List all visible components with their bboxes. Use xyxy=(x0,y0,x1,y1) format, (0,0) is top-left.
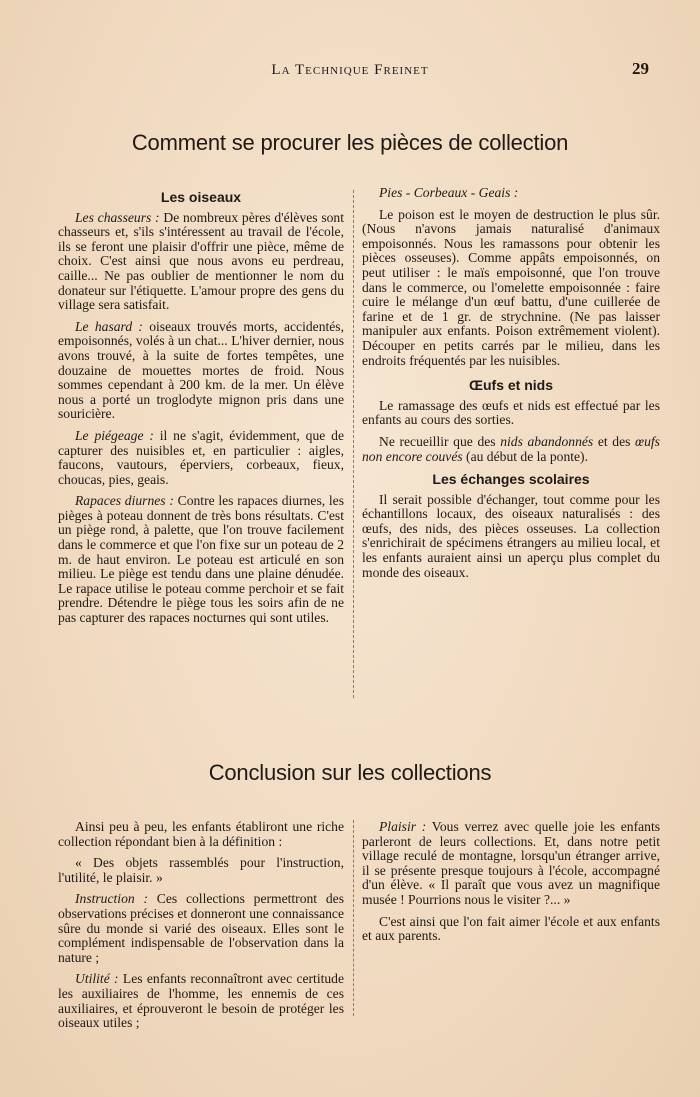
paragraph-text: Les enfants reconnaîtront avec certitude les auxiliaires de l'homme, les ennemis de ces auxiliaires, et éprouveront le besoin de protéger les oiseaux utiles ; xyxy=(58,971,344,1031)
emphasis: œufs non encore couvés xyxy=(362,433,660,464)
paragraph-ramassage: Le ramassage des œufs et nids est effectué par les enfants au cours des sorties. xyxy=(362,397,660,428)
paragraph-aimer-ecole: C'est ainsi que l'on fait aimer l'école et aux enfants et aux parents. xyxy=(362,913,660,944)
paragraph-text: De nombreux pères d'élèves sont chasseurs et, s'ils s'intéressent au travail de l'école, ils se feront une plaisir d'offrir une pièce, même de choix. C'est ainsi que nous avons eu perdreau, caille... Ne pas oublier de mentionner le nom du donateur sur l'étiquette. L'amour propre des gens du village sera satisfait. xyxy=(58,209,345,313)
paragraph-text: Contre les rapaces diurnes, les pièges à poteau donnent de très bons résultats. C'est un piège rond, à palette, que l'on trouve facilement dans le commerce et que l'on fixe sur un poteau de 2 m. de haut environ. Le poteau est articulé en son milieu. Le piège est tendu dans une plaine dénudée. Le rapace utilise le poteau comme perchoir et se fait prendre. Détendre le piège tous les soirs afin de ne pas capturer des rapaces nocturnes qui sont utiles. xyxy=(58,493,344,626)
article-title: Comment se procurer les pièces de collection xyxy=(131,130,569,155)
paragraph-lead: Utilité : xyxy=(75,971,119,987)
paragraph-chasseurs xyxy=(58,211,344,313)
paragraph-rapaces xyxy=(58,494,344,625)
paragraph-hasard xyxy=(58,320,344,422)
section-heading-echanges: Les échanges scolaires xyxy=(432,471,590,488)
article-column-left xyxy=(58,190,344,633)
paragraph-lead: Les chasseurs : xyxy=(75,209,160,225)
paragraph-plaisir xyxy=(362,820,660,908)
paragraph-text: Vous verrez avec quelle joie les enfants parleront de leurs collections. Et, dans notre petit village reculé de montagne, lorsqu'un étranger arrive, il se présente presque toujours à l'école, accompagné d'un élève. « Il paraît que vous avez un magnifique musée ! Pourrions nous le visiter ?... » xyxy=(362,819,661,907)
paragraph-lead: Instruction : xyxy=(75,891,148,907)
paragraph-utilite xyxy=(58,972,344,1030)
section-heading-oiseaux: Les oiseaux xyxy=(160,189,242,205)
paragraph-text: il ne s'agit, évidemment, que de capturer des nuisibles et, en particulier : aigles, faucons, vautours, éperviers, corbeaux, fieux, choucas, pies, geais. xyxy=(58,427,344,487)
paragraph-text: Ne recueillir que des xyxy=(379,433,501,449)
paragraph-text: et des xyxy=(593,433,636,449)
column-divider xyxy=(353,190,354,698)
paragraph-recueillir xyxy=(362,435,660,464)
paragraph-lead: Pies - Corbeaux - Geais : xyxy=(379,185,519,200)
paragraph-lead: Rapaces diurnes : xyxy=(75,493,174,509)
paragraph-pies-lead xyxy=(362,186,660,201)
paragraph-definition: « Des objets rassemblés pour l'instruction, l'utilité, le plaisir. » xyxy=(58,855,344,885)
paragraph-lead: Le hasard : xyxy=(75,318,143,334)
article-column-right xyxy=(362,186,660,587)
running-title: La Technique Freinet xyxy=(271,62,429,78)
paragraph-lead: Plaisir : xyxy=(379,819,427,834)
conclusion-column-left xyxy=(58,820,344,1038)
paragraph-text: oiseaux trouvés morts, accidentés, empoisonnés, volés à un chat... L'hiver dernier, nous avons trouvé, à la suite de fortes tempêtes, une douzaine de mouettes mortes de froid. Nous sommes cependant à 200 km. de la mer. Un élève nous a porté un troglodyte mignon pris dans une souricière. xyxy=(58,318,344,422)
paragraph-piegeage xyxy=(58,429,344,487)
column-divider xyxy=(353,820,354,1016)
paragraph-text: (au début de la ponte). xyxy=(462,448,588,464)
emphasis: nids abandonnés xyxy=(500,433,594,449)
paragraph-instruction xyxy=(58,892,344,965)
paragraph-ainsi: Ainsi peu à peu, les enfants établiront une riche collection répondant bien à la définition : xyxy=(58,819,344,849)
paragraph-poison: Le poison est le moyen de destruction le plus sûr. (Nous n'avons jamais naturalisé d'animaux empoisonnés. Nous les ramassons pour obtenir les pièces osseuses). Comme appâts empoisonnés, on peut utiliser : le maïs empoisonné, que l'on trouve dans le commerce, ou l'omelette empoisonnée : faire cuire le mélange d'un œuf battu, d'une cuillerée de farine et de 1 gr. de strychnine. (Ne pas laisser manipuler aux enfants. Poison extrêmement violent). Découper en petits carrés par le milieu, dans les endroits fréquentés par les nuisibles. xyxy=(362,206,660,368)
paragraph-echanges: Il serait possible d'échanger, tout comme pour les échantillons locaux, des oiseaux naturalisés : des œufs, des nids, des pièces osseuses. La collection s'enrichirait de spécimens étrangers au milieu local, et les enfants auraient ainsi un aperçu plus complet du monde des oiseaux. xyxy=(362,491,660,580)
paragraph-lead: Le piégeage : xyxy=(75,427,154,443)
paragraph-text: Ces collections permettront des observations précises et donneront une connaissance sûre du monde si varié des oiseaux. Elles sont le complément indispensable de l'observation dans la nature ; xyxy=(58,891,344,965)
page-number: 29 xyxy=(632,59,649,78)
conclusion-title: Conclusion sur les collections xyxy=(208,760,492,785)
section-heading-oeufs: Œufs et nids xyxy=(468,377,553,394)
conclusion-column-right xyxy=(362,820,660,951)
